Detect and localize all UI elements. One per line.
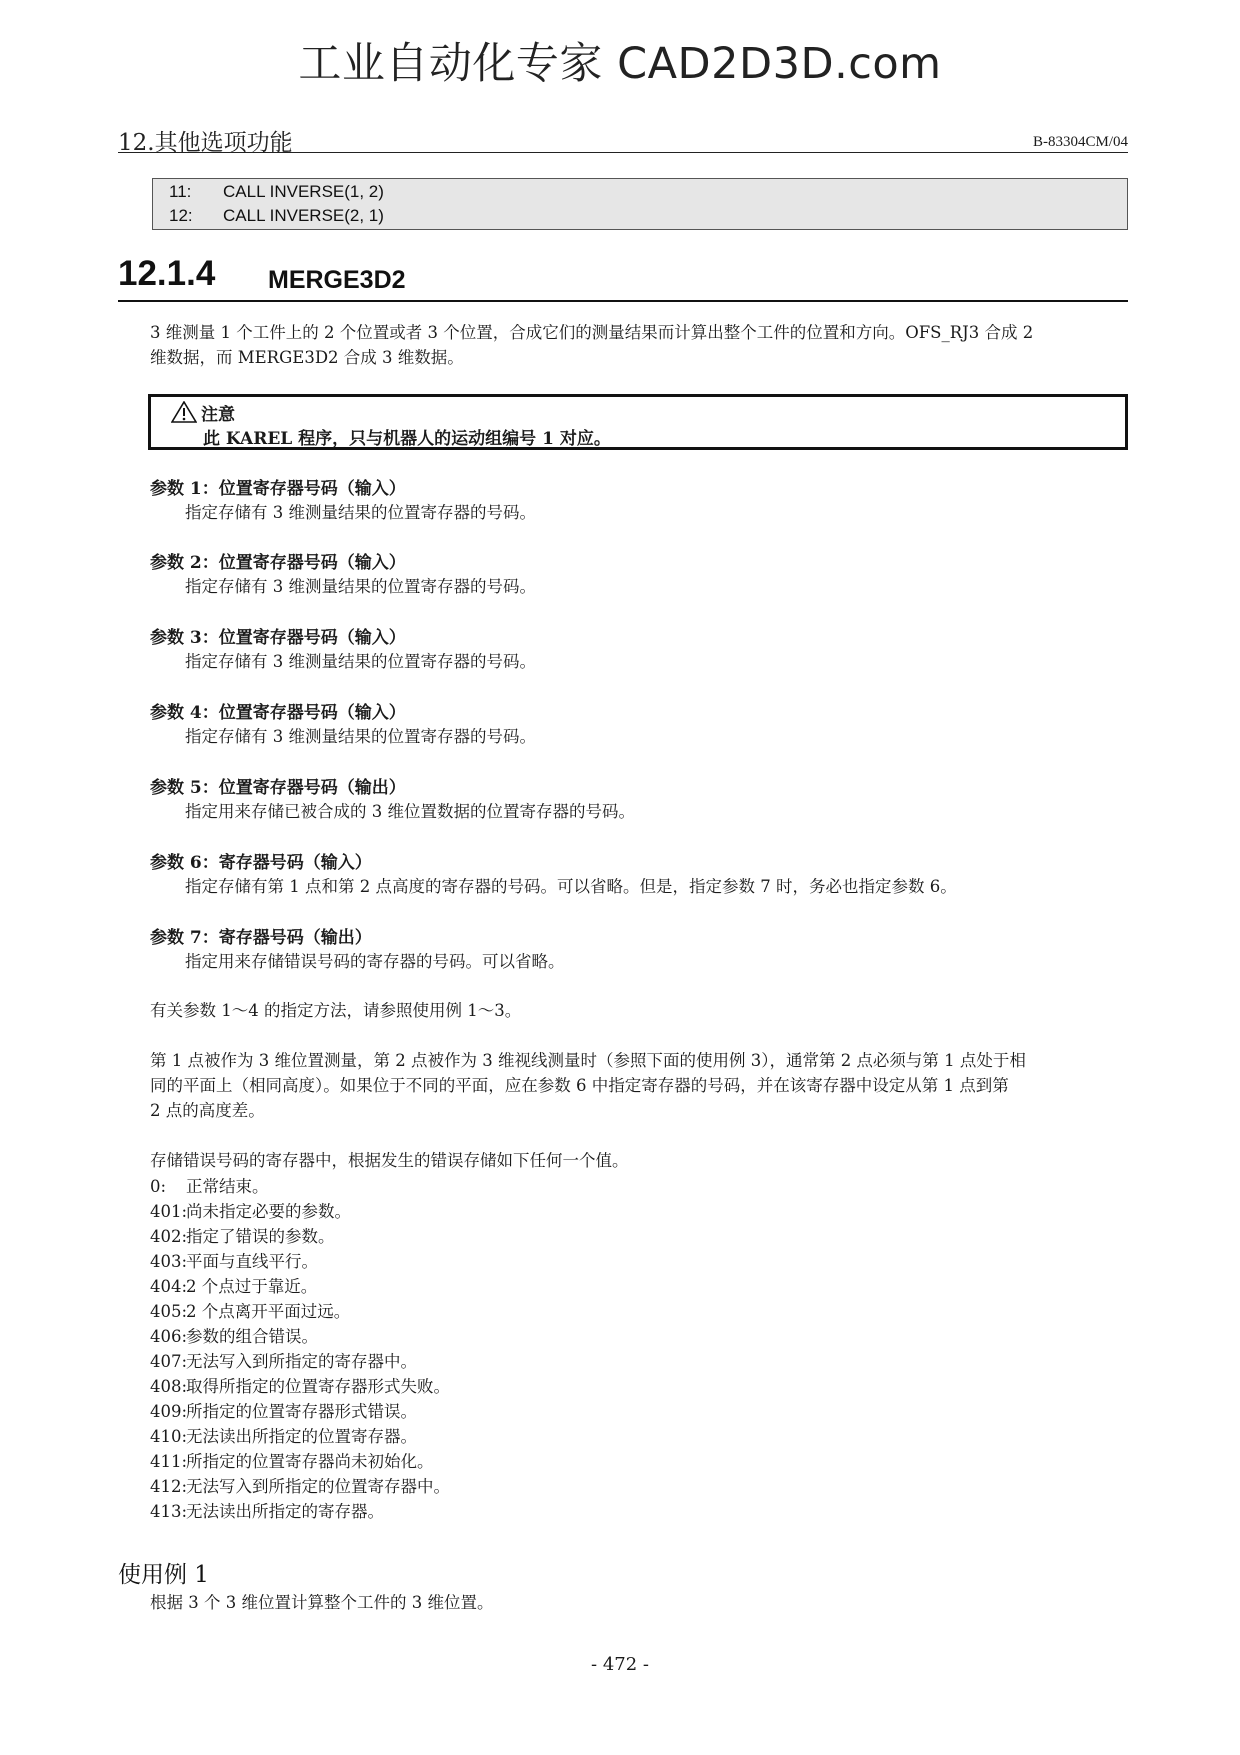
- error-text: 无法读出所指定的位置寄存器。: [186, 1427, 417, 1446]
- error-code: 406:: [150, 1327, 188, 1346]
- height-note-line: 第 1 点被作为 3 维位置测量，第 2 点被作为 3 维视线测量时（参照下面的使用例 3），通常第 2 点必须与第 1 点处于相: [150, 1051, 1026, 1070]
- error-code: 410:: [150, 1427, 188, 1446]
- error-text: 取得所指定的位置寄存器形式失败。: [186, 1377, 450, 1396]
- param-title: 参数 7：寄存器号码（输出）: [150, 928, 372, 948]
- param-desc: 指定存储有第 1 点和第 2 点高度的寄存器的号码。可以省略。但是，指定参数 7 时，务必也指定参数 6。: [185, 877, 957, 896]
- error-code: 401:: [150, 1202, 188, 1221]
- intro-line: 维数据，而 MERGE3D2 合成 3 维数据。: [150, 348, 464, 367]
- param-desc: 指定用来存储已被合成的 3 维位置数据的位置寄存器的号码。: [185, 802, 635, 821]
- error-code: 412:: [150, 1477, 188, 1496]
- error-code: 413:: [150, 1502, 188, 1521]
- section-title: MERGE3D2: [268, 266, 406, 294]
- spec-note: 有关参数 1～4 的指定方法，请参照使用例 1～3。: [150, 1001, 522, 1020]
- param-title: 参数 6：寄存器号码（输入）: [150, 853, 372, 873]
- param-desc: 指定存储有 3 维测量结果的位置寄存器的号码。: [185, 727, 536, 746]
- error-item: [150, 1448, 434, 1472]
- error-text: 指定了错误的参数。: [186, 1227, 335, 1246]
- header-rule: [118, 152, 1128, 153]
- intro-line: 3 维测量 1 个工件上的 2 个位置或者 3 个位置，合成它们的测量结果而计算出整个工件的位置和方向。OFS_RJ3 合成 2: [150, 323, 1034, 342]
- error-item: [150, 1273, 317, 1297]
- warning-triangle-icon: [171, 401, 197, 427]
- error-text: 2 个点过于靠近。: [186, 1277, 318, 1296]
- doc-number: B-83304CM/04: [1032, 134, 1128, 150]
- param-title: 参数 5：位置寄存器号码（输出）: [150, 778, 406, 798]
- error-item: [150, 1223, 335, 1247]
- code-line-number: 12:: [169, 206, 193, 225]
- param-title: 参数 3：位置寄存器号码（输入）: [150, 628, 406, 648]
- error-text: 所指定的位置寄存器尚未初始化。: [186, 1452, 434, 1471]
- error-text: 无法写入到所指定的位置寄存器中。: [186, 1477, 450, 1496]
- error-code: 402:: [150, 1227, 188, 1246]
- error-text: 平面与直线平行。: [186, 1252, 318, 1271]
- error-item: [150, 1423, 417, 1447]
- error-code: 408:: [150, 1377, 188, 1396]
- error-text: 参数的组合错误。: [186, 1327, 318, 1346]
- error-item: [150, 1373, 450, 1397]
- code-line-text: CALL INVERSE(1, 2): [223, 182, 384, 201]
- error-item: [150, 1498, 384, 1522]
- error-text: 正常结束。: [186, 1177, 269, 1196]
- height-note-line: 同的平面上（相同高度）。如果位于不同的平面，应在参数 6 中指定寄存器的号码，并在该寄存器中设定从第 1 点到第: [150, 1076, 1009, 1095]
- example-text: 根据 3 个 3 维位置计算整个工件的 3 维位置。: [150, 1593, 494, 1612]
- error-code: 404:: [150, 1277, 188, 1296]
- error-item: [150, 1298, 350, 1322]
- chapter-header: 12.其他选项功能: [118, 130, 293, 156]
- error-text: 尚未指定必要的参数。: [186, 1202, 351, 1221]
- height-note-line: 2 点的高度差。: [150, 1101, 265, 1120]
- error-code: 0:: [150, 1177, 167, 1196]
- error-code: 407:: [150, 1352, 188, 1371]
- param-title: 参数 1：位置寄存器号码（输入）: [150, 479, 406, 499]
- section-number: 12.1.4: [118, 254, 216, 293]
- example-title: 使用例 1: [118, 1562, 209, 1588]
- error-item: [150, 1348, 417, 1372]
- error-code: 403:: [150, 1252, 188, 1271]
- param-desc: 指定存储有 3 维测量结果的位置寄存器的号码。: [185, 503, 536, 522]
- error-code: 411:: [150, 1452, 188, 1471]
- code-line-number: 11:: [169, 182, 192, 201]
- notice-box: [148, 394, 1128, 450]
- code-line: [169, 180, 384, 204]
- code-line-text: CALL INVERSE(2, 1): [223, 206, 384, 225]
- param-desc: 指定用来存储错误号码的寄存器的号码。可以省略。: [185, 952, 565, 971]
- page-number: - 472 -: [591, 1654, 649, 1675]
- code-box: [152, 178, 1128, 230]
- error-text: 无法写入到所指定的寄存器中。: [186, 1352, 417, 1371]
- error-item: [150, 1323, 318, 1347]
- error-item: [150, 1248, 318, 1272]
- notice-text: 此 KAREL 程序，只与机器人的运动组编号 1 对应。: [203, 429, 611, 449]
- section-rule: [118, 300, 1128, 302]
- watermark: 工业自动化专家 CAD2D3D.com: [298, 39, 942, 89]
- error-text: 无法读出所指定的寄存器。: [186, 1502, 384, 1521]
- code-line: [169, 204, 384, 228]
- error-text: 2 个点离开平面过远。: [186, 1302, 351, 1321]
- param-title: 参数 4：位置寄存器号码（输入）: [150, 703, 406, 723]
- error-item: [150, 1398, 417, 1422]
- param-desc: 指定存储有 3 维测量结果的位置寄存器的号码。: [185, 652, 536, 671]
- error-item: [150, 1173, 269, 1197]
- error-item: [150, 1198, 351, 1222]
- error-item: [150, 1473, 450, 1497]
- error-code: 405:: [150, 1302, 188, 1321]
- error-code: 409:: [150, 1402, 188, 1421]
- param-desc: 指定存储有 3 维测量结果的位置寄存器的号码。: [185, 577, 536, 596]
- param-title: 参数 2：位置寄存器号码（输入）: [150, 553, 406, 573]
- notice-title: 注意: [201, 405, 235, 425]
- error-intro: 存储错误号码的寄存器中，根据发生的错误存储如下任何一个值。: [150, 1151, 629, 1170]
- error-text: 所指定的位置寄存器形式错误。: [186, 1402, 417, 1421]
